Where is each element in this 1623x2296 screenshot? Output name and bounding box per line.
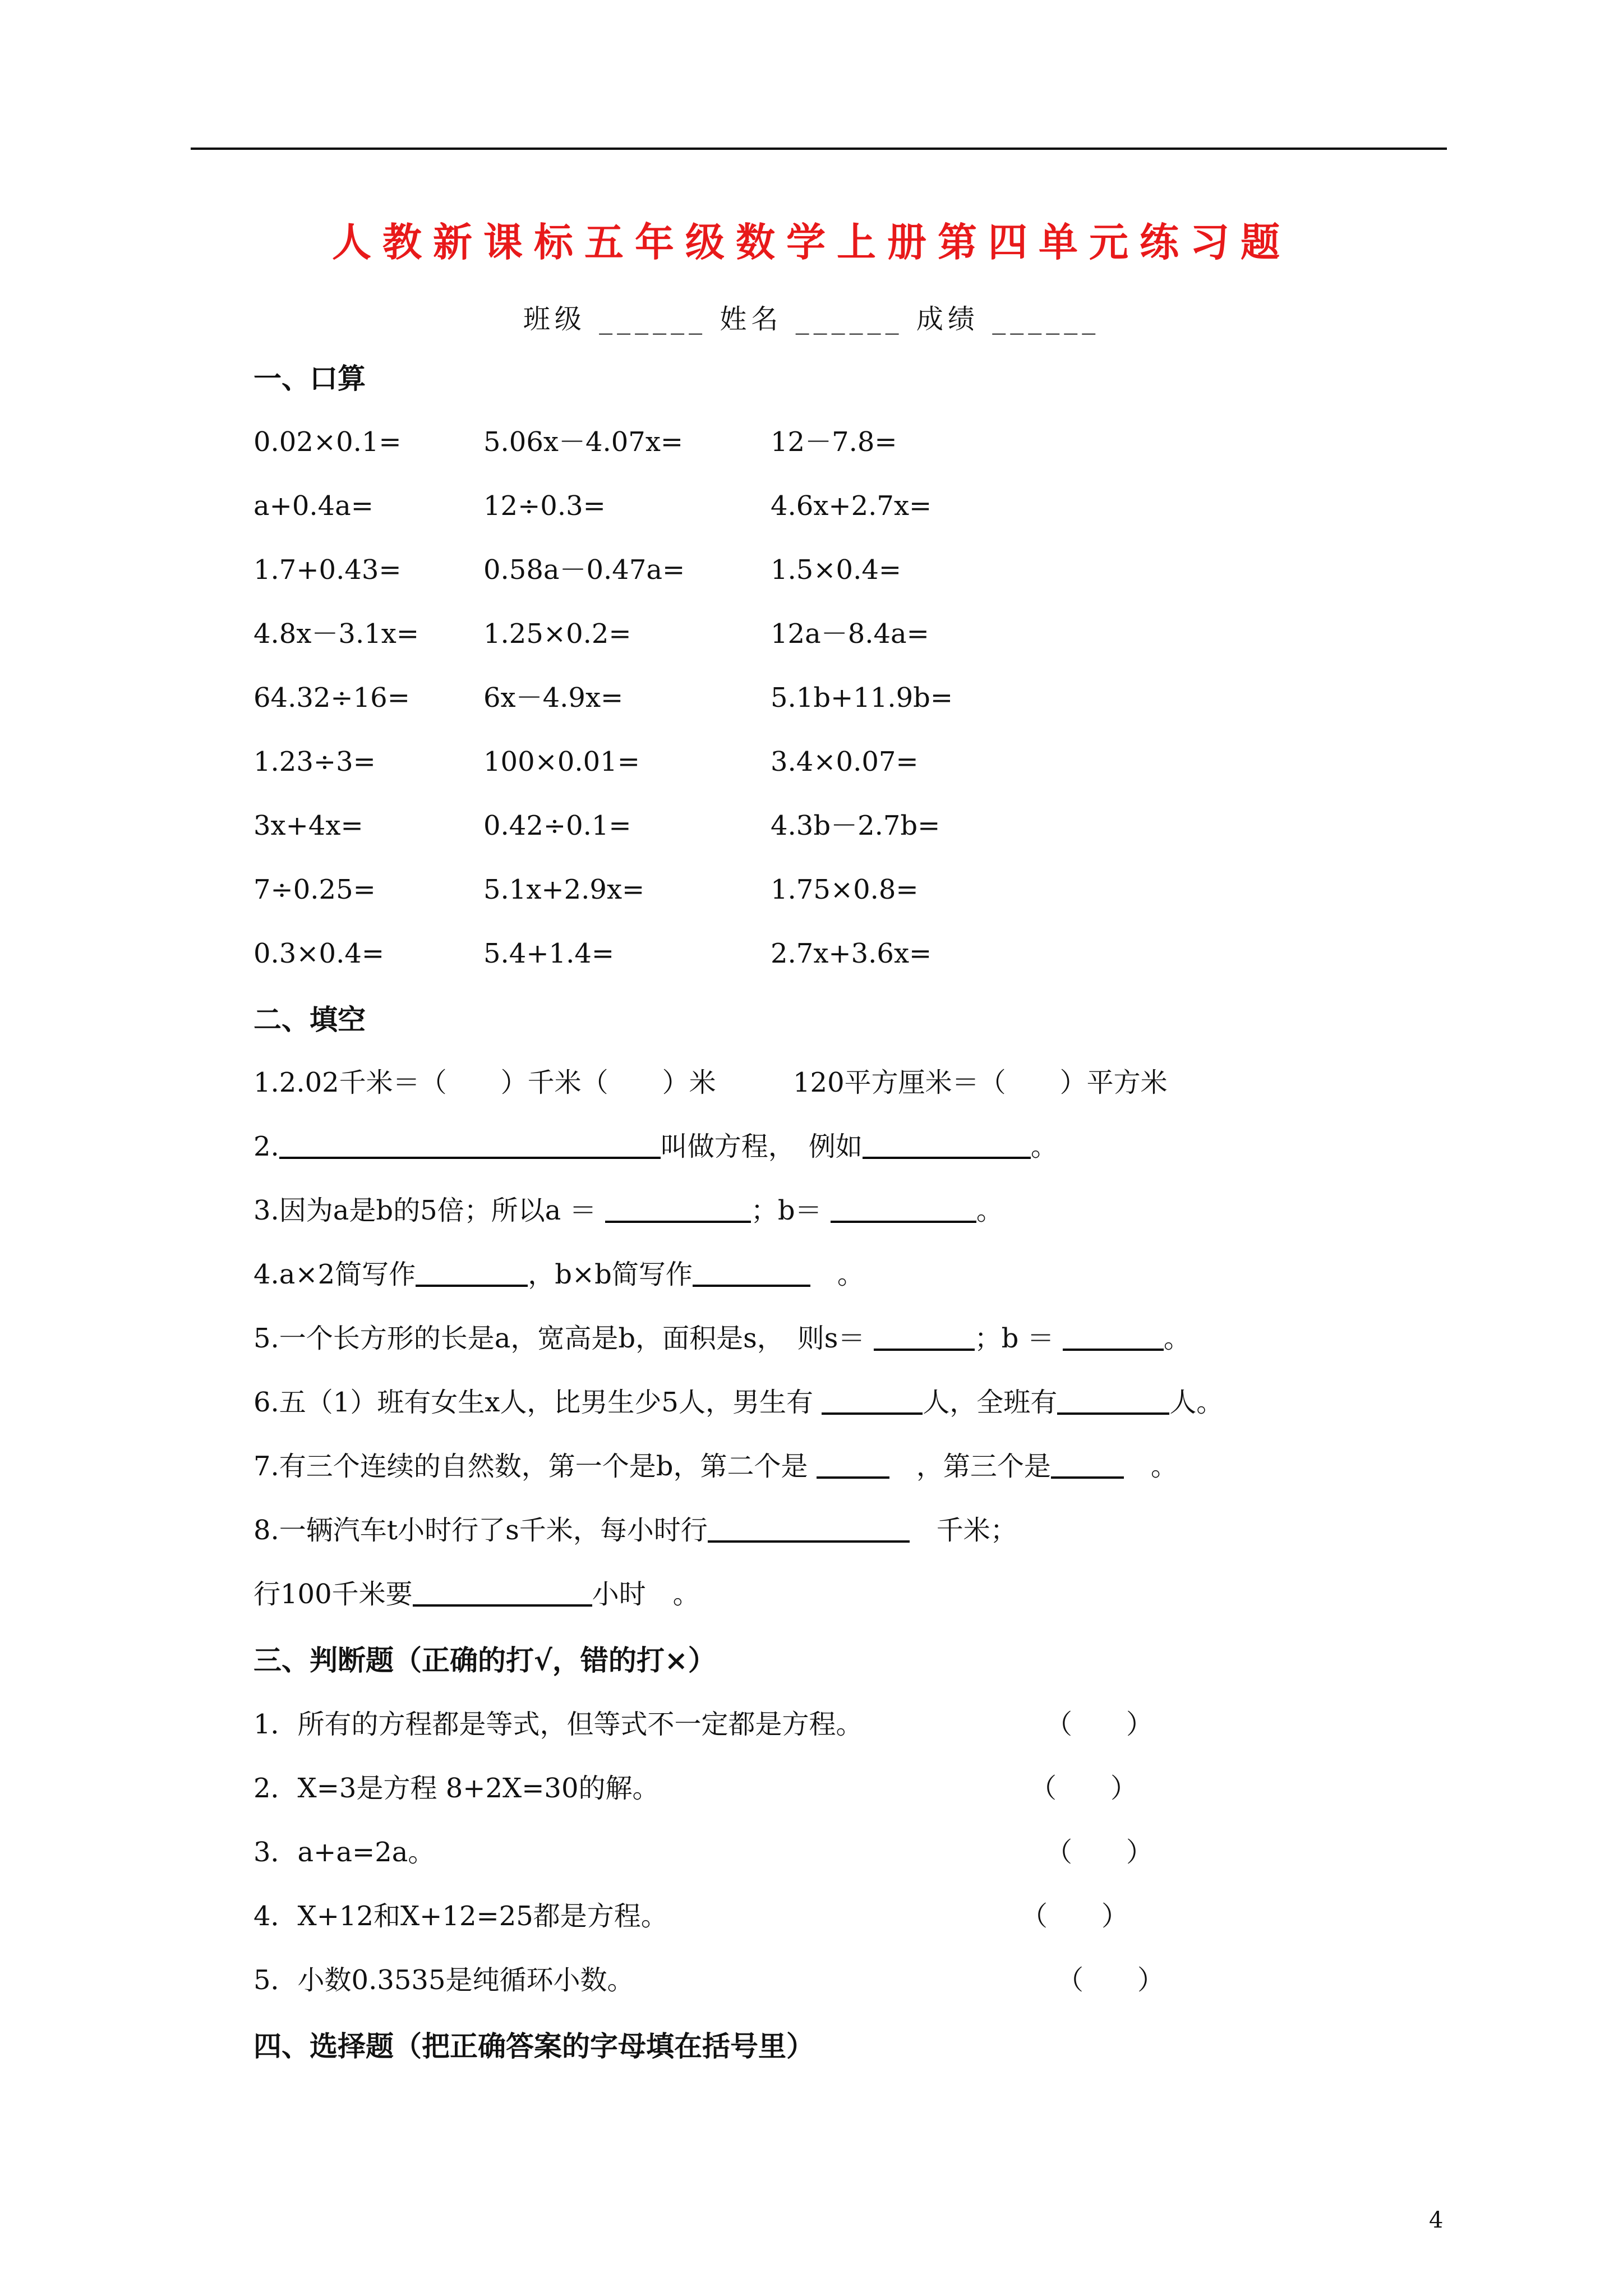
oral-item: 64.32÷16= <box>253 682 410 714</box>
student-info-line <box>0 297 1623 336</box>
oral-item: 100×0.01= <box>483 746 640 777</box>
answer-blank[interactable] <box>416 1260 528 1287</box>
class-blank: ______ <box>599 303 707 335</box>
question-text: 。 <box>976 1195 1003 1226</box>
judge-question-text: 3．a+a=2a。 <box>253 1837 435 1868</box>
judge-question-text: 5．小数0.3535是纯循环小数。 <box>253 1964 634 1996</box>
question-text: 6.五（1）班有女生x人，比男生少5人，男生有 <box>253 1387 822 1418</box>
oral-item: 1.7+0.43= <box>253 554 402 586</box>
question-text: 小时 。 <box>592 1579 700 1610</box>
question-text: 。 <box>837 1259 864 1290</box>
answer-blank[interactable] <box>1057 1388 1169 1415</box>
question-text: 3.因为a是b的5倍；所以a ＝ <box>253 1195 605 1226</box>
page-number: 4 <box>1429 2207 1444 2233</box>
oral-item: 5.4+1.4= <box>483 938 615 969</box>
judge-question-text: 1．所有的方程都是等式，但等式不一定都是方程。 <box>253 1709 863 1740</box>
oral-item: 4.8x－3.1x= <box>253 618 419 650</box>
question-text: 。 <box>1150 1451 1178 1482</box>
question-text: 例如 <box>808 1131 863 1162</box>
oral-item: 7÷0.25= <box>253 874 376 905</box>
oral-item: 1.23÷3= <box>253 746 376 777</box>
fill-question-8b <box>253 1579 700 1611</box>
section-heading-oral: 一、口算 <box>253 362 366 395</box>
answer-blank[interactable] <box>831 1196 976 1223</box>
question-text: 人，全班有 <box>923 1387 1058 1418</box>
fill-question-7 <box>253 1451 1178 1483</box>
oral-item: 5.06x－4.07x= <box>483 426 684 458</box>
answer-blank[interactable] <box>708 1516 910 1543</box>
judge-answer-paren[interactable]: （ ） <box>1030 1773 1138 1804</box>
fill-question-1b: 120平方厘米＝（ ）平方米 <box>793 1067 1168 1098</box>
oral-item: 3x+4x= <box>253 810 363 841</box>
page-title: 人教新课标五年级数学上册第四单元练习题 <box>332 219 1291 265</box>
oral-item: a+0.4a= <box>253 490 374 522</box>
answer-blank[interactable] <box>863 1132 1031 1159</box>
oral-item: 0.42÷0.1= <box>483 810 631 841</box>
fill-question-4 <box>253 1259 864 1291</box>
section-heading-judge: 三、判断题（正确的打√，错的打×） <box>253 1644 716 1677</box>
judge-answer-paren[interactable]: （ ） <box>1045 1837 1154 1868</box>
fill-question-8 <box>253 1515 1017 1547</box>
answer-blank[interactable] <box>279 1132 661 1159</box>
class-label: 班级 <box>523 303 586 335</box>
answer-blank[interactable] <box>693 1260 810 1287</box>
question-text: 8.一辆汽车t小时行了s千米，每小时行 <box>253 1515 708 1546</box>
judge-answer-paren[interactable]: （ ） <box>1021 1901 1129 1932</box>
oral-item: 1.25×0.2= <box>483 618 631 650</box>
answer-blank[interactable] <box>874 1324 975 1351</box>
fill-question-5 <box>253 1323 1191 1355</box>
oral-item: 12÷0.3= <box>483 490 606 522</box>
question-text: 人。 <box>1169 1387 1224 1418</box>
fill-question-1a: 1.2.02千米＝（ ）千米（ ）米 <box>253 1067 716 1098</box>
question-text: 5.一个长方形的长是a，宽高是b，面积是s， 则s＝ <box>253 1323 874 1354</box>
question-text: 。 <box>1030 1131 1058 1162</box>
header-rule <box>191 148 1447 150</box>
question-text: ；b＝ <box>750 1195 831 1226</box>
fill-question-3 <box>253 1195 1003 1227</box>
answer-blank[interactable] <box>1051 1452 1124 1479</box>
oral-item: 0.02×0.1= <box>253 426 402 458</box>
oral-item: 0.58a－0.47a= <box>483 554 685 586</box>
answer-blank[interactable] <box>413 1580 592 1607</box>
question-text: ；b ＝ <box>974 1323 1063 1354</box>
oral-item: 5.1b+11.9b= <box>771 682 953 714</box>
question-text: 叫做方程， <box>660 1131 782 1162</box>
question-text: 2. <box>253 1131 279 1162</box>
judge-question-text: 4．X+12和X+12=25都是方程。 <box>253 1901 668 1932</box>
oral-item: 1.75×0.8= <box>771 874 919 905</box>
answer-blank[interactable] <box>605 1196 751 1223</box>
oral-item: 1.5×0.4= <box>771 554 902 586</box>
oral-item: 12a－8.4a= <box>771 618 929 650</box>
oral-item: 2.7x+3.6x= <box>771 938 932 969</box>
score-label: 成绩 <box>916 303 979 335</box>
fill-question-2 <box>253 1131 1058 1163</box>
oral-item: 4.3b－2.7b= <box>771 810 940 841</box>
oral-item: 5.1x+2.9x= <box>483 874 645 905</box>
oral-item: 12－7.8= <box>771 426 897 458</box>
question-text: 。 <box>1163 1323 1191 1354</box>
answer-blank[interactable] <box>822 1388 923 1415</box>
question-text: 千米； <box>936 1515 1017 1546</box>
fill-question-6 <box>253 1387 1223 1419</box>
oral-item: 3.4×0.07= <box>771 746 919 777</box>
question-text: 7.有三个连续的自然数，第一个是b，第二个是 <box>253 1451 817 1482</box>
judge-answer-paren[interactable]: （ ） <box>1045 1709 1154 1740</box>
score-blank: ______ <box>992 303 1100 335</box>
name-blank: ______ <box>795 303 903 335</box>
oral-item: 6x－4.9x= <box>483 682 624 714</box>
question-text: 行100千米要 <box>253 1579 413 1610</box>
judge-question-text: 2．X=3是方程 8+2X=30的解。 <box>253 1773 660 1804</box>
oral-item: 4.6x+2.7x= <box>771 490 932 522</box>
section-heading-choice: 四、选择题（把正确答案的字母填在括号里） <box>253 2030 814 2063</box>
question-text: 4.a×2简写作 <box>253 1259 416 1290</box>
name-label: 姓名 <box>720 303 783 335</box>
answer-blank[interactable] <box>1063 1324 1164 1351</box>
question-text: ，b×b简写作 <box>528 1259 693 1290</box>
question-text: ，第三个是 <box>916 1451 1051 1482</box>
answer-blank[interactable] <box>817 1452 889 1479</box>
judge-answer-paren[interactable]: （ ） <box>1057 1964 1165 1996</box>
oral-item: 0.3×0.4= <box>253 938 385 969</box>
section-heading-fill: 二、填空 <box>253 1003 366 1036</box>
